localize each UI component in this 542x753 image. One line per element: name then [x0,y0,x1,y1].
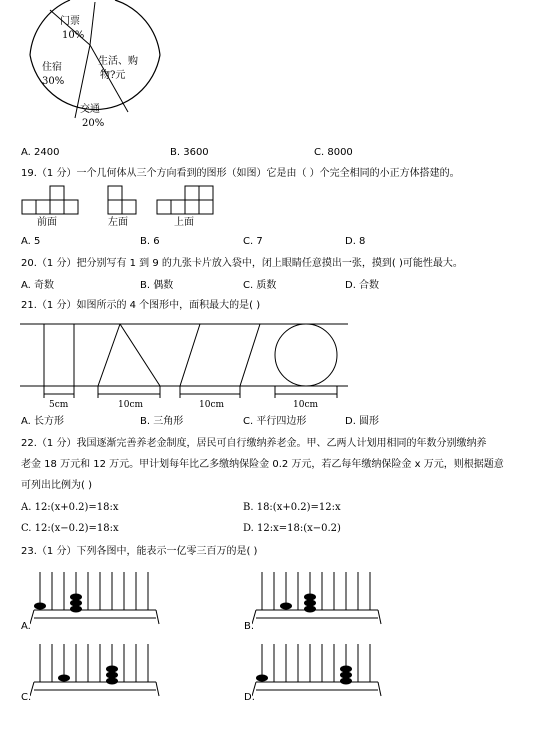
slice-pct-transport: 20% [82,118,105,129]
q22-stem-line3: 可列出比例为( ) [21,480,92,491]
slice-label-lodging: 住宿 [42,62,62,73]
q19-option-a[interactable]: A. 5 [21,236,41,247]
q23-option-b[interactable]: B. [244,621,255,632]
q21-option-d[interactable]: D. 圆形 [345,416,380,427]
q22-option-d[interactable]: D. 12:x=18:(x−0.2) [243,523,341,534]
abacus-bead [34,603,46,610]
dim-rect: 5cm [49,400,69,410]
slice-label-living-2: 物?元 [100,70,126,81]
q21-option-c[interactable]: C. 平行四边形 [243,416,307,427]
q23-stem: 23.（1 分）下列各图中，能表示一亿零三百万的是( ) [21,546,258,557]
abacus-d[interactable] [252,640,382,700]
slice-label-transport: 交通 [80,104,100,115]
q23-option-d[interactable]: D. [244,692,255,703]
pie-chart [20,0,170,135]
q20-stem: 20.（1 分）把分别写有 1 到 9 的九张卡片放入袋中，闭上眼睛任意摸出一张，摸到( )可能性最大。 [21,258,463,269]
q20-option-d[interactable]: D. 合数 [345,280,380,291]
q22-option-a[interactable]: A. 12:(x+0.2)=18:x [21,502,119,513]
q19-option-b[interactable]: B. 6 [140,236,160,247]
q18-option-a[interactable]: A. 2400 [21,147,60,158]
q23-option-c[interactable]: C. [21,692,32,703]
q20-option-a[interactable]: A. 奇数 [21,280,55,291]
dim-parallelogram: 10cm [199,400,225,410]
q19-stem: 19.（1 分）一个几何体从三个方向看到的图形（如图）它是由（ ）个完全相同的小正方体搭建的。 [21,168,460,179]
q20-option-c[interactable]: C. 质数 [243,280,277,291]
q22-stem-line1: 22.（1 分）我国逐渐完善养老金制度，居民可自行缴纳养老金。甲、乙两人计划用相同的年数分别缴纳养 [21,438,487,449]
q22-option-c[interactable]: C. 12:(x−0.2)=18:x [21,523,119,534]
dim-circle: 10cm [293,400,319,410]
slice-label-living: 生活、购 [98,56,138,67]
q18-option-b[interactable]: B. 3600 [170,147,209,158]
q19-option-d[interactable]: D. 8 [345,236,366,247]
q19-views [20,183,220,228]
view-front-label: 前面 [37,217,57,228]
slice-pct-lodging: 30% [42,76,65,87]
q18-option-c[interactable]: C. 8000 [314,147,353,158]
dim-triangle: 10cm [118,400,144,410]
q21-figure [20,318,350,410]
q21-option-a[interactable]: A. 长方形 [21,416,65,427]
q21-option-b[interactable]: B. 三角形 [140,416,184,427]
view-top-label: 上面 [174,217,194,228]
q23-option-a[interactable]: A. [21,621,31,632]
q19-option-c[interactable]: C. 7 [243,236,263,247]
slice-pct-tickets: 10% [62,30,85,41]
abacus-b[interactable] [252,568,382,628]
q21-stem: 21.（1 分）如图所示的 4 个图形中，面积最大的是( ) [21,300,261,311]
abacus-c[interactable] [30,640,160,700]
slice-label-tickets: 门票 [60,16,80,27]
q22-option-b[interactable]: B. 18:(x+0.2)=12:x [243,502,341,513]
q20-option-b[interactable]: B. 偶数 [140,280,174,291]
abacus-a[interactable] [30,568,160,628]
view-left-label: 左面 [108,217,128,228]
q22-stem-line2: 老金 18 万元和 12 万元。甲计划每年比乙多缴纳保险金 0.2 万元，若乙每年缴纳保险金 x 万元，则根据题意 [21,459,504,470]
